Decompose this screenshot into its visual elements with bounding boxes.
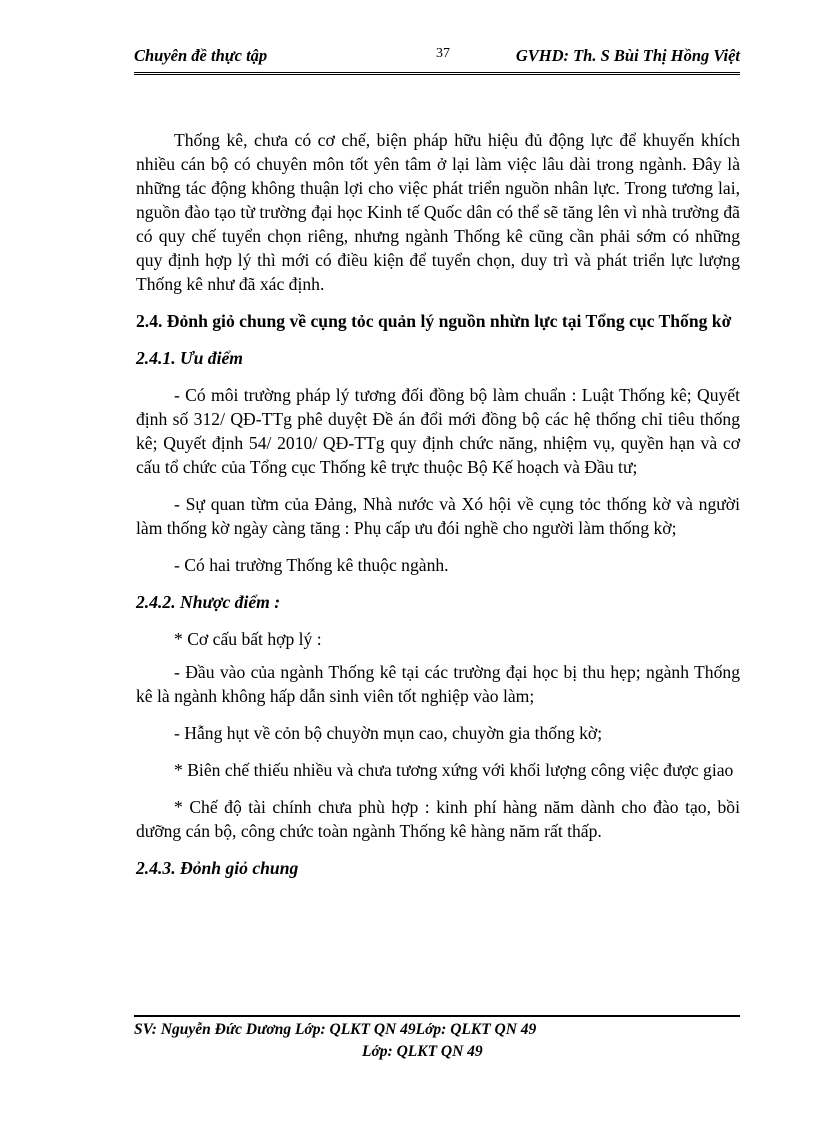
paragraph-shortage: - Hẫng hụt về cỏn bộ chuyờn mụn cao, chuyờn gia thống kờ; (174, 723, 603, 743)
footer-divider (134, 1015, 740, 1017)
subsection-heading-disadvantages: 2.4.2. Nhược điểm : (136, 592, 281, 612)
paragraph-legal-framework: - Có môi trường pháp lý tương đối đồng bộ làm chuẩn : Luật Thống kê; Quyết định số 312/ QĐ-TTg phê duyệt Đề án đổi mới đồng bộ các hệ thống chỉ tiêu thống kê; Quyết định 54/ 2010/ QĐ-TTg quy định chức năng, nhiệm vụ, quyền hạn và cơ cấu tổ chức của Tổng cục Thống kê trực thuộc Bộ Kế hoạch và Đầu tư; (136, 385, 740, 477)
paragraph-two-schools: - Có hai trường Thống kê thuộc ngành. (174, 555, 449, 575)
paragraph-intro: Thống kê, chưa có cơ chế, biện pháp hữu hiệu đủ động lực để khuyến khích nhiều cán bộ có chuyên môn tốt yên tâm ở lại làm việc lâu dài trong ngành. Đây là những tác động không thuận lợi cho việc phát triển nguồn nhân lực. Trong tương lai, nguồn đào tạo từ trường đại học Kinh tế Quốc dân có thể sẽ tăng lên vì nhà trường đã có quy chế tuyển chọn riêng, nhưng ngành Thống kê cũng cần phải sớm có những quy định hợp lý thì mới có điều kiện để tuyển chọn, duy trì và phát triển lực lượng Thống kê như đã xác định. (136, 130, 740, 294)
footer-class-line: Lớp: QLKT QN 49 (362, 1043, 483, 1060)
header-page-number: 37 (436, 46, 450, 61)
subsection-heading-general-assessment: 2.4.3. Đỏnh giỏ chung (136, 858, 299, 878)
header-document-title: Chuyên đề thực tập (134, 46, 268, 65)
section-heading-2-4: 2.4. Đỏnh giỏ chung về cụng tỏc quản lý nguồn nhừn lực tại Tổng cục Thống kờ (136, 311, 732, 331)
paragraph-finance: * Chế độ tài chính chưa phù hợp : kinh phí hàng năm dành cho đào tạo, bồi dưỡng cán bộ, công chức toàn ngành Thống kê hàng năm rất thấp. (136, 797, 740, 841)
footer-student-line: SV: Nguyễn Đức Dương Lớp: QLKT QN 49Lớp: QLKT QN 49 (134, 1021, 537, 1038)
page-footer (134, 1019, 740, 1063)
paragraph-party-attention: - Sự quan từm của Đảng, Nhà nước và Xó hội về cụng tỏc thống kờ và người làm thống kờ ngày càng tăng : Phụ cấp ưu đói nghề cho người làm thống kờ; (136, 494, 740, 538)
paragraph-staffing: * Biên chế thiếu nhiều và chưa tương xứng với khối lượng công việc được giao (174, 760, 734, 780)
paragraph-intake: - Đầu vào của ngành Thống kê tại các trường đại học bị thu hẹp; ngành Thống kê là ngành không hấp dẫn sinh viên tốt nghiệp vào làm; (136, 662, 740, 706)
page-body (136, 128, 740, 893)
header-supervisor: GVHD: Th. S Bùi Thị Hồng Việt (515, 46, 740, 65)
subsection-heading-advantages: 2.4.1. Ưu điểm (136, 348, 243, 368)
page-header (134, 42, 740, 68)
paragraph-structure: * Cơ cấu bất hợp lý : (174, 629, 322, 649)
header-divider (134, 72, 740, 75)
